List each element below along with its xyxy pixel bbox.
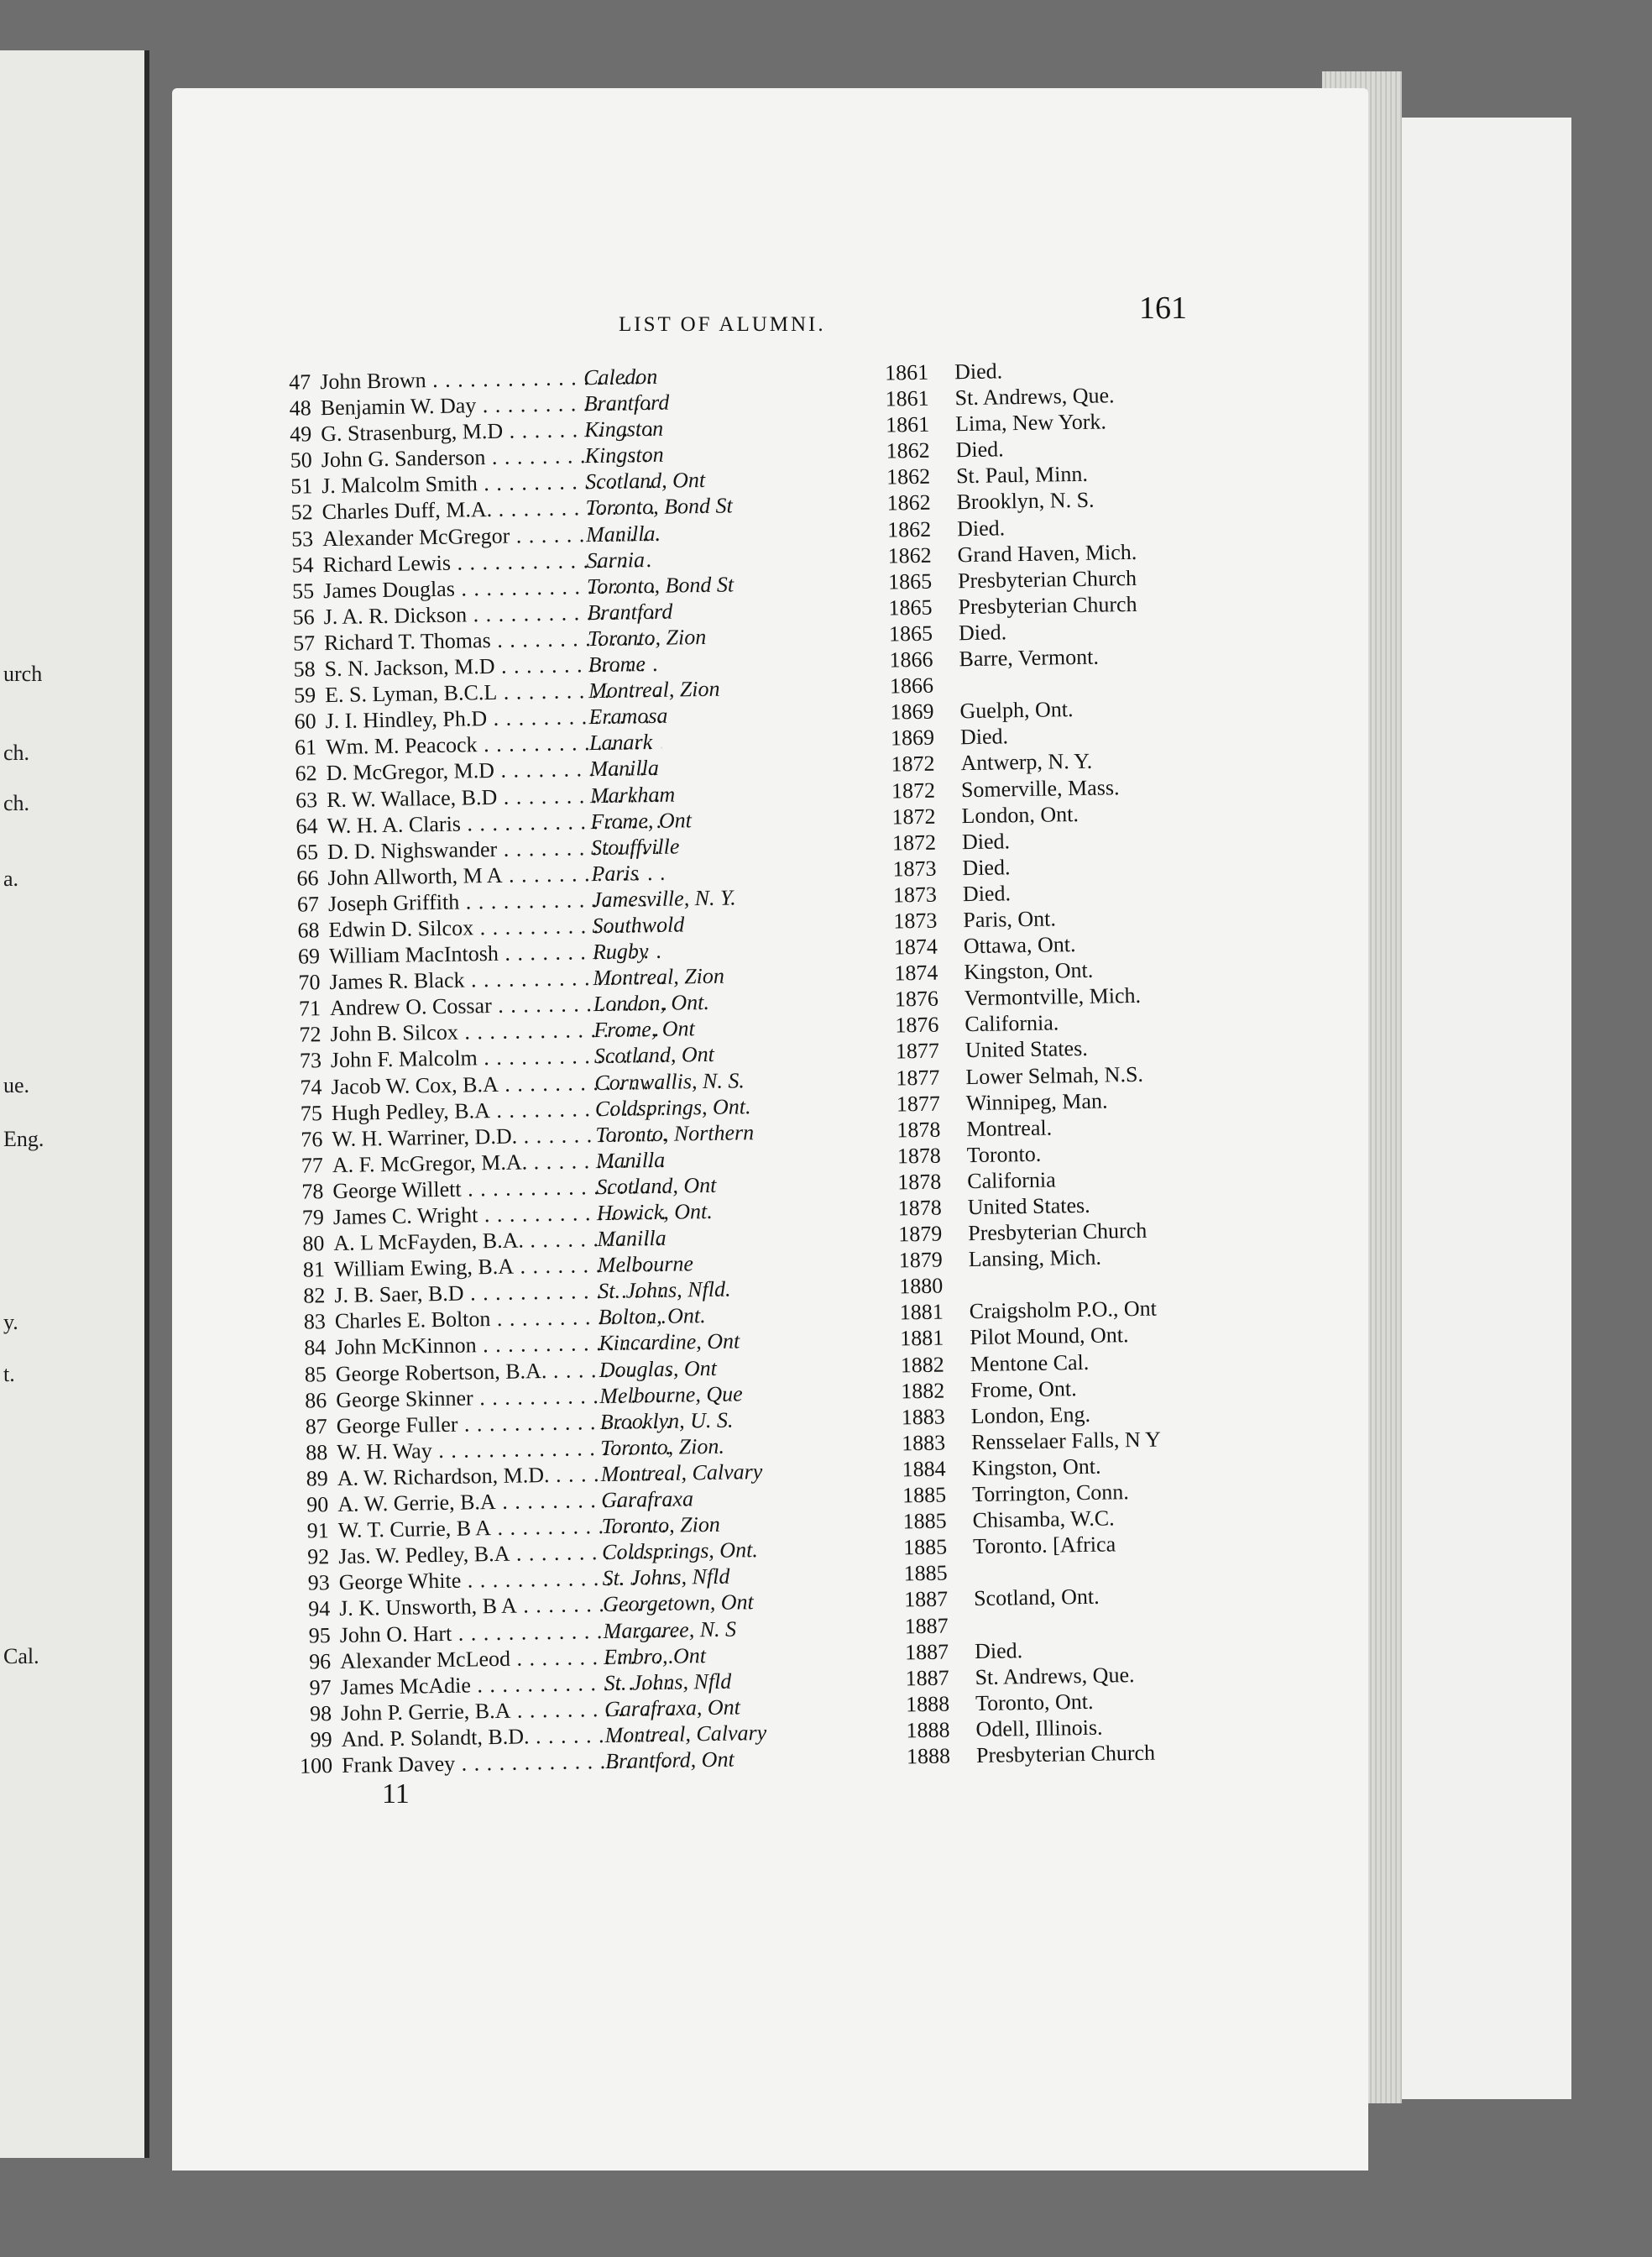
alumni-year: 1878 <box>897 1169 942 1195</box>
alumni-number: 53 <box>290 526 314 552</box>
facing-page-edge <box>0 50 149 2158</box>
alumni-year: 1879 <box>898 1221 943 1247</box>
alumni-year: 1878 <box>897 1195 943 1221</box>
alumni-name: John McKinnon . . . <box>335 1329 671 1360</box>
alumni-name: Wm. M. Peacock . . . <box>326 729 661 760</box>
alumni-number: 63 <box>295 787 318 813</box>
alumni-name: James C. Wright . . . <box>333 1199 669 1230</box>
alumni-year: 1883 <box>901 1404 945 1430</box>
alumni-year: 1865 <box>888 594 933 621</box>
alumni-name: J. I. Hindley, Ph.D . . . <box>325 703 661 734</box>
alumni-name: George Robertson, B.A. . . . <box>336 1355 672 1386</box>
alumni-place: Georgetown, Ont <box>602 1589 754 1617</box>
alumni-name: And. P. Solandt, B.D. . . . <box>341 1721 677 1752</box>
alumni-destination: Lower Selmah, N.S. <box>965 1061 1144 1089</box>
alumni-destination: London, Eng. <box>970 1401 1091 1428</box>
alumni-name: John B. Silcox . . . <box>330 1016 666 1047</box>
alumni-year: 1883 <box>901 1430 946 1456</box>
alumni-place: Southwold <box>592 912 685 939</box>
alumni-year: 1873 <box>892 856 937 882</box>
alumni-number: 71 <box>298 996 322 1021</box>
alumni-year: 1865 <box>887 568 933 594</box>
alumni-place: Stouffville <box>590 834 680 860</box>
alumni-year: 1865 <box>888 621 933 647</box>
alumni-place: Toronto, Zion. <box>599 1433 725 1460</box>
alumni-name: Jacob W. Cox, B.A . . . <box>331 1068 667 1099</box>
alumni-year: 1876 <box>894 986 939 1012</box>
alumni-place: Montreal, Calvary <box>604 1720 767 1747</box>
alumni-number: 64 <box>295 813 318 839</box>
alumni-destination: United States. <box>965 1036 1088 1063</box>
alumni-number: 86 <box>305 1387 327 1413</box>
alumni-name: Hugh Pedley, B.A . . . <box>332 1094 667 1125</box>
alumni-place: Frome, Ont <box>593 1016 695 1043</box>
alumni-name: Richard Lewis . . . <box>322 546 658 577</box>
alumni-place: Manilla. <box>585 521 661 547</box>
alumni-number: 56 <box>292 605 315 630</box>
alumni-number: 88 <box>306 1439 328 1465</box>
alumni-year: 1861 <box>885 411 930 437</box>
page-number: 161 <box>1139 291 1187 326</box>
alumni-place: Toronto, Bond St <box>586 572 735 599</box>
alumni-name: A. W. Gerrie, B.A . . . <box>337 1486 673 1517</box>
alumni-place: Douglas, Ont <box>599 1355 718 1382</box>
alumni-destination: Vermontville, Mich. <box>964 983 1142 1011</box>
alumni-place: Embro, Ont <box>603 1642 707 1669</box>
alumni-destination: Toronto. <box>966 1141 1042 1167</box>
alumni-number: 59 <box>293 683 316 708</box>
alumni-year: 1885 <box>902 1534 948 1560</box>
alumni-year: 1887 <box>903 1586 949 1612</box>
alumni-name: W. H. Way . . . <box>337 1434 672 1465</box>
facing-page-fragment: a. <box>3 867 19 891</box>
alumni-number: 84 <box>304 1335 327 1361</box>
alumni-place: Sarnia <box>586 547 646 573</box>
facing-page-fragment: ch. <box>3 791 30 815</box>
alumni-place: Kincardine, Ont <box>599 1328 740 1356</box>
alumni-number: 67 <box>296 892 320 917</box>
alumni-destination: Grand Haven, Mich. <box>957 539 1137 567</box>
alumni-name: J. A. R. Dickson . . . <box>323 599 659 630</box>
alumni-place: Scotland, Ont <box>596 1172 717 1199</box>
alumni-number: 58 <box>293 657 316 682</box>
alumni-year: 1882 <box>900 1352 944 1377</box>
alumni-name: John F. Malcolm . . . <box>331 1042 667 1073</box>
alumni-name: J. Malcolm Smith . . . <box>322 468 657 499</box>
alumni-place: Brantford <box>587 599 673 625</box>
alumni-destination: United States. <box>967 1192 1090 1220</box>
alumni-place: Coldsprings, Ont. <box>601 1537 759 1565</box>
alumni-place: Toronto, Zion <box>601 1511 721 1539</box>
alumni-destination: Montreal. <box>966 1115 1053 1141</box>
alumni-destination: Pilot Mound, Ont. <box>969 1322 1129 1350</box>
alumni-place: Toronto, Northern <box>595 1119 755 1147</box>
alumni-place: St. Johns, Nfld <box>604 1668 732 1695</box>
alumni-name: John P. Gerrie, B.A . . . <box>341 1694 677 1725</box>
alumni-destination: Kingston, Ont. <box>971 1453 1101 1481</box>
alumni-place: St. Johns, Nfld <box>602 1563 730 1591</box>
alumni-destination: Somerville, Mass. <box>960 774 1120 802</box>
alumni-name: Richard T. Thomas . . . <box>324 625 660 656</box>
alumni-year: 1874 <box>893 934 938 960</box>
back-leaf <box>1385 118 1571 2099</box>
alumni-destination: Barre, Vermont. <box>959 644 1100 672</box>
alumni-name: R. W. Wallace, B.D . . . <box>327 781 662 812</box>
alumni-destination: Died. <box>954 359 1003 385</box>
alumni-number: 52 <box>290 500 313 526</box>
alumni-destination: Guelph, Ont. <box>959 697 1074 724</box>
alumni-destination: Odell, Illinois. <box>975 1715 1103 1741</box>
alumni-number: 48 <box>289 395 311 421</box>
alumni-place: Brantford, Ont <box>604 1746 735 1773</box>
alumni-year: 1882 <box>900 1378 945 1404</box>
alumni-number: 89 <box>306 1466 328 1491</box>
alumni-year: 1879 <box>898 1247 943 1273</box>
alumni-place: St. Johns, Nfld. <box>598 1276 731 1304</box>
alumni-number: 92 <box>306 1544 330 1569</box>
alumni-name: George Skinner . . . <box>336 1381 672 1412</box>
facing-page-fragment: Cal. <box>3 1644 39 1668</box>
alumni-destination: Died. <box>959 724 1009 750</box>
alumni-destination: St. Paul, Minn. <box>955 462 1089 489</box>
alumni-name: Joseph Griffith . . . <box>328 886 664 917</box>
alumni-place: Garafraxa <box>600 1486 694 1513</box>
alumni-number: 80 <box>302 1231 325 1256</box>
alumni-destination: Died. <box>974 1637 1023 1663</box>
alumni-year: 1874 <box>894 960 938 986</box>
alumni-destination: Rensselaer Falls, N Y <box>970 1427 1162 1454</box>
alumni-name: William MacIntosh . . . <box>329 938 665 969</box>
alumni-number: 76 <box>301 1126 323 1152</box>
alumni-name: W. H. Warriner, D.D. . . . <box>332 1120 667 1151</box>
alumni-place: Jamesville, N. Y. <box>591 885 736 912</box>
alumni-destination: Frome, Ont. <box>970 1375 1077 1402</box>
alumni-name: J. K. Unsworth, B A . . . <box>339 1590 675 1621</box>
alumni-year: 1873 <box>892 882 938 908</box>
alumni-number: 55 <box>291 579 315 604</box>
alumni-name: E. S. Lyman, B.C.L . . . <box>325 677 661 708</box>
alumni-year: 1888 <box>906 1743 951 1769</box>
alumni-year: 1876 <box>895 1012 939 1038</box>
alumni-year: 1881 <box>899 1326 944 1351</box>
alumni-destination: Winnipeg, Man. <box>965 1088 1108 1115</box>
alumni-name: John O. Hart . . . <box>339 1616 675 1647</box>
alumni-year: 1888 <box>906 1717 950 1743</box>
alumni-number: 62 <box>295 761 317 787</box>
alumni-year: 1880 <box>899 1273 944 1299</box>
alumni-place: Markham <box>589 782 676 808</box>
alumni-year: 1862 <box>887 542 932 568</box>
alumni-number: 65 <box>295 839 319 865</box>
alumni-name: Alexander McLeod . . . <box>340 1642 676 1673</box>
alumni-place: Toronto, Zion <box>587 624 707 652</box>
facing-page-fragment: ue. <box>3 1073 30 1097</box>
alumni-place: Scotland, Ont <box>593 1042 715 1069</box>
alumni-destination: Died. <box>962 881 1012 907</box>
alumni-name: George Willett . . . <box>332 1173 668 1204</box>
alumni-number: 74 <box>300 1074 322 1100</box>
alumni-year: 1878 <box>897 1143 942 1169</box>
alumni-number: 85 <box>304 1361 327 1387</box>
alumni-place: Brantford <box>583 390 670 416</box>
alumni-number: 68 <box>297 918 320 943</box>
alumni-year: 1885 <box>903 1560 948 1586</box>
facing-page-fragment: urch <box>3 662 43 686</box>
alumni-name: John Brown . . . <box>320 364 656 395</box>
alumni-number: 93 <box>307 1570 330 1595</box>
running-head: LIST OF ALUMNI. <box>619 313 826 336</box>
alumni-year: 1885 <box>902 1482 947 1508</box>
alumni-number: 70 <box>298 970 321 995</box>
alumni-place: Lanark <box>588 730 653 756</box>
alumni-place: Toronto, Bond St <box>585 493 733 521</box>
alumni-destination: Brooklyn, N. S. <box>956 488 1095 515</box>
alumni-destination: Craigsholm P.O., Ont <box>969 1296 1158 1324</box>
alumni-destination: Antwerp, N. Y. <box>960 749 1093 776</box>
alumni-place: Scotland, Ont <box>584 468 706 495</box>
alumni-place: Manilla <box>595 1147 666 1173</box>
alumni-place: Howick, Ont. <box>596 1198 713 1226</box>
alumni-number: 66 <box>296 866 319 891</box>
alumni-name: D. McGregor, M.D . . . <box>326 755 661 786</box>
alumni-name: W. T. Currie, B A . . . <box>337 1512 673 1543</box>
alumni-name: George White . . . <box>338 1564 674 1595</box>
alumni-destination: Toronto, Ont. <box>975 1689 1094 1715</box>
alumni-number: 90 <box>306 1492 329 1517</box>
alumni-number: 91 <box>306 1518 329 1543</box>
alumni-name: Charles E. Bolton . . . <box>335 1303 671 1334</box>
alumni-destination: Died. <box>955 437 1004 463</box>
alumni-number: 96 <box>308 1648 332 1674</box>
alumni-year: 1862 <box>886 490 931 516</box>
alumni-number: 47 <box>289 369 311 395</box>
alumni-place: Kingston <box>584 442 664 469</box>
alumni-year: 1872 <box>891 830 937 856</box>
alumni-number: 94 <box>307 1596 331 1621</box>
alumni-number: 98 <box>309 1700 332 1726</box>
alumni-place: Cornwallis, N. S. <box>594 1067 745 1095</box>
alumni-number: 72 <box>299 1022 322 1047</box>
alumni-number: 83 <box>303 1309 327 1334</box>
alumni-destination: Lansing, Mich. <box>968 1244 1102 1272</box>
alumni-year: 1885 <box>902 1508 947 1534</box>
alumni-number: 79 <box>301 1205 325 1230</box>
alumni-place: Brome <box>588 652 646 678</box>
alumni-number: 73 <box>299 1048 322 1074</box>
alumni-year: 1872 <box>891 804 936 830</box>
alumni-number: 77 <box>301 1152 324 1178</box>
alumni-year: 1878 <box>897 1117 941 1143</box>
alumni-year: 1861 <box>884 359 929 385</box>
alumni-destination: Torrington, Conn. <box>971 1479 1130 1507</box>
alumni-name: J. B. Saer, B.D . . . <box>334 1277 670 1308</box>
alumni-place: Garafraxa, Ont <box>604 1694 741 1721</box>
signature-mark: 11 <box>382 1778 410 1809</box>
alumni-name: John G. Sanderson . . . <box>321 442 656 473</box>
alumni-year: 1884 <box>902 1456 946 1482</box>
alumni-destination: Died. <box>962 855 1011 880</box>
alumni-name: G. Strasenburg, M.D . . . <box>321 416 656 447</box>
alumni-place: Kingston <box>583 416 664 442</box>
alumni-year: 1873 <box>893 908 938 934</box>
alumni-destination: St. Andrews, Que. <box>954 383 1115 411</box>
alumni-year: 1866 <box>889 673 934 699</box>
alumni-name: S. N. Jackson, M.D . . . <box>324 651 660 682</box>
alumni-year: 1862 <box>886 438 930 463</box>
alumni-name: Alexander McGregor . . . <box>322 520 658 551</box>
alumni-number: 97 <box>309 1674 332 1700</box>
facing-page-fragment: y. <box>3 1310 18 1334</box>
alumni-destination: California. <box>965 1010 1059 1037</box>
alumni-place: Margaree, N. S <box>603 1616 737 1643</box>
facing-page-fragment: ch. <box>3 741 30 765</box>
alumni-place: Bolton, Ont. <box>598 1303 706 1330</box>
alumni-name: A. L McFayden, B.A. . . . <box>333 1225 669 1256</box>
alumni-year: 1888 <box>905 1691 950 1717</box>
alumni-year: 1877 <box>896 1091 941 1117</box>
alumni-destination: California <box>967 1167 1056 1194</box>
alumni-place: Paris <box>591 861 640 886</box>
alumni-destination: Presbyterian Church <box>975 1740 1156 1768</box>
alumni-place: Brooklyn, U. S. <box>599 1407 734 1434</box>
alumni-destination: Chisamba, W.C. <box>972 1506 1115 1533</box>
alumni-destination: Mentone Cal. <box>970 1349 1090 1376</box>
alumni-year: 1862 <box>886 516 932 542</box>
alumni-number: 78 <box>301 1179 324 1204</box>
alumni-place: Rugby <box>592 939 649 965</box>
alumni-place: Manilla <box>589 756 660 782</box>
alumni-name: James Douglas . . . <box>323 573 659 604</box>
alumni-year: 1881 <box>899 1299 944 1325</box>
alumni-name: A. W. Richardson, M.D. . . . <box>337 1460 673 1491</box>
alumni-place: Frome, Ont <box>590 807 693 834</box>
alumni-number: 60 <box>294 709 316 734</box>
alumni-name: Charles Duff, M.A. . . . <box>322 494 657 525</box>
alumni-number: 51 <box>290 474 313 500</box>
alumni-destination: Presbyterian Church <box>968 1218 1148 1246</box>
alumni-destination: St. Andrews, Que. <box>975 1662 1135 1689</box>
alumni-place: Eramosa <box>588 703 668 730</box>
alumni-destination: London, Ont. <box>961 801 1080 828</box>
alumni-name: Edwin D. Silcox . . . <box>328 912 664 943</box>
alumni-name: Andrew O. Cossar . . . <box>330 990 666 1021</box>
alumni-year: 1869 <box>890 725 935 751</box>
alumni-list <box>273 353 1294 1779</box>
alumni-destination: Paris, Ont. <box>963 906 1057 933</box>
facing-page-fragment: Eng. <box>3 1127 44 1151</box>
alumni-place: Montreal, Zion <box>593 963 725 991</box>
alumni-name: W. H. A. Claris . . . <box>327 807 662 838</box>
alumni-number: 61 <box>294 735 317 760</box>
alumni-destination: Kingston, Ont. <box>964 957 1094 985</box>
alumni-number: 50 <box>290 448 312 473</box>
alumni-number: 49 <box>289 422 312 447</box>
alumni-number: 95 <box>308 1622 331 1648</box>
alumni-number: 100 <box>299 1753 333 1778</box>
alumni-place: Caledon <box>583 364 658 390</box>
alumni-number: 81 <box>302 1257 326 1282</box>
alumni-destination: Presbyterian Church <box>957 565 1137 593</box>
alumni-number: 69 <box>297 944 321 969</box>
alumni-number: 87 <box>305 1413 328 1439</box>
alumni-place: Montreal, Zion <box>588 676 720 704</box>
alumni-year: 1862 <box>886 464 931 490</box>
alumni-year: 1877 <box>896 1065 940 1090</box>
alumni-destination: Died. <box>958 620 1007 646</box>
alumni-year: 1877 <box>895 1039 940 1064</box>
alumni-number: 54 <box>291 552 314 578</box>
alumni-name: Benjamin W. Day . . . <box>320 390 656 421</box>
alumni-year: 1887 <box>905 1665 949 1691</box>
alumni-name: James McAdie . . . <box>340 1668 676 1699</box>
alumni-name: William Ewing, B.A . . . <box>334 1251 670 1282</box>
alumni-name: A. F. McGregor, M.A. . . . <box>332 1147 668 1178</box>
alumni-name: Jas. W. Pedley, B.A . . . <box>338 1538 674 1569</box>
alumni-destination: Died. <box>956 515 1006 541</box>
alumni-destination: Ottawa, Ont. <box>963 932 1076 959</box>
alumni-place: Melbourne <box>597 1251 694 1278</box>
alumni-year: 1866 <box>889 647 933 673</box>
alumni-number: 99 <box>310 1726 332 1752</box>
alumni-destination: Died. <box>961 828 1011 854</box>
alumni-destination: Lima, New York. <box>954 409 1107 437</box>
alumni-place: Melbourne, Que <box>599 1381 743 1408</box>
alumni-name: John Allworth, M A . . . <box>327 860 663 891</box>
alumni-name: D. D. Nighswander . . . <box>327 833 663 864</box>
alumni-destination: Scotland, Ont. <box>973 1584 1100 1611</box>
alumni-number: 57 <box>292 631 316 656</box>
alumni-year: 1872 <box>891 778 936 803</box>
alumni-year: 1887 <box>904 1639 949 1664</box>
alumni-name: George Fuller . . . <box>337 1407 672 1438</box>
alumni-name: James R. Black . . . <box>329 964 665 995</box>
alumni-name: Frank Davey . . . <box>342 1747 677 1778</box>
alumni-year: 1861 <box>885 385 929 411</box>
alumni-year: 1872 <box>891 751 935 777</box>
alumni-place: Montreal, Calvary <box>600 1458 763 1486</box>
alumni-number: 75 <box>300 1100 323 1126</box>
facing-page-fragment: t. <box>3 1362 15 1386</box>
alumni-place: Manilla <box>597 1225 667 1252</box>
alumni-year: 1869 <box>890 699 934 725</box>
alumni-place: London, Ont. <box>593 990 710 1017</box>
alumni-year: 1887 <box>904 1613 949 1638</box>
alumni-number: 82 <box>303 1283 326 1308</box>
alumni-place: Coldsprings, Ont. <box>594 1093 751 1121</box>
alumni-destination: Presbyterian Church <box>958 591 1137 620</box>
alumni-destination: Toronto. [Africa <box>972 1532 1116 1559</box>
